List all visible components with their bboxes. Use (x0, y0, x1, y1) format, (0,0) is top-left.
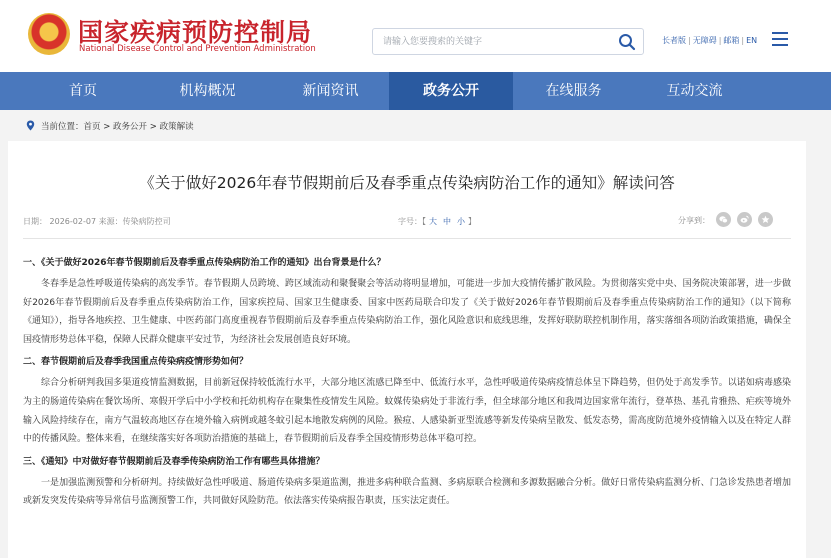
wechat-share-icon[interactable] (716, 212, 731, 227)
nav-item-about[interactable]: 机构概况 (179, 83, 236, 99)
nav-item-home[interactable]: 首页 (69, 83, 97, 99)
hamburger-menu-icon[interactable] (772, 32, 788, 46)
utility-links: 长者版 | 无障碍 | 邮箱 | EN (662, 36, 758, 45)
search-box (372, 28, 644, 55)
nav-item-online-services[interactable]: 在线服务 (545, 83, 602, 99)
search-icon[interactable] (617, 32, 637, 52)
national-emblem-logo[interactable] (28, 13, 70, 55)
font-size-large[interactable]: 大 (429, 217, 437, 226)
article-body (23, 254, 791, 515)
section-paragraph-3: 一是加强监测预警和分析研判。持续做好急性呼吸道、肠道传染病多渠道监测，推进多病种联合监测、多病原联合检测和多源数据融合分析。做好日常传染病监测分析、门急诊发热患者增加或新发突发传染病等异常信号监测预警工作，共同做好风险防范。依法落实传染病报告职责，压实法定责任。 (23, 477, 791, 507)
mailbox-link[interactable]: 邮箱 (723, 36, 740, 45)
english-link[interactable]: EN (746, 36, 758, 45)
weibo-share-icon[interactable] (737, 212, 752, 227)
site-name-en: National Disease Control and Prevention Administration (79, 44, 316, 54)
section-heading-1: 一、《关于做好2026年春节假期前后及春季重点传染病防治工作的通知》出台背景是什么？ (23, 258, 386, 268)
accessibility-link[interactable]: 无障碍 (692, 36, 717, 45)
share-bar (678, 212, 773, 227)
share-label: 分享到： (678, 216, 710, 225)
font-size-small[interactable]: 小 (457, 217, 465, 226)
breadcrumb-path[interactable]: 首页 > 政务公开 > 政策解读 (83, 122, 194, 132)
main-nav (0, 72, 831, 110)
font-size-end: 】 (468, 217, 476, 226)
search-input[interactable] (383, 29, 603, 54)
elder-mode-link[interactable]: 长者版 (662, 36, 686, 45)
section-paragraph-2: 综合分析研判我国多渠道疫情监测数据，目前新冠保持较低流行水平，大部分地区流感已降至中、低流行水平，急性呼吸道传染病疫情总体呈下降趋势，但仍处于高发季节。以诺如病毒感染为主的肠道传染病在餐饮场所、寒假开学后中小学校和托幼机构存在聚集性疫情发生风险。蚊媒传染病处于非流行季，但全球部分地区和我周边国家常年流行，登革热、基孔肯雅热、疟疾等境外输入风险持续存在，南方气温较高地区存在境外输入病例或越冬蚊引起本地散发病例的风险。猴痘、人感染新亚型流感等新发传染病呈散发、低发态势，需高度防范境外疫情输入以及在特定人群中的传播风险。整体来看，在继续落实好各项防治措施的基础上，春节假期前后及春季全国疫情形势总体平稳可控。 (23, 378, 791, 445)
section-paragraph-1: 冬春季是急性呼吸道传染病的高发季节。春节假期人员跨境、跨区域流动和聚餐聚会等活动将明显增加，可能进一步加大疫情传播扩散风险。为贯彻落实党中央、国务院决策部署，进一步做好2026年春节假期前后及春季重点传染病防治工作，国家疾控局、国家卫生健康委、国家中医药局联合印发了《关于做好2026年春节假期前后及春季重点传染病防治工作的通知》（以下简称《通知》），指导各地疾控、卫生健康、中医药部门高度重视春节假期前后及春季重点传染病防治工作，强化风险意识和底线思维，发挥好联防联控机制作用，落实落细各项防治政策措施，确保全国疫情形势总体平稳，保障人民群众健康平安过节，为经济社会发展创造良好环境。 (23, 279, 791, 345)
location-pin-icon (26, 120, 35, 131)
breadcrumb (26, 120, 194, 132)
nav-item-gov-affairs[interactable]: 政务公开 (389, 72, 513, 110)
meta-divider (23, 238, 791, 239)
nav-item-interaction[interactable]: 互动交流 (666, 83, 723, 99)
article-meta: 日期： 2026-02-07 来源：传染病防控司 (23, 217, 171, 226)
article-panel (8, 141, 806, 558)
nav-item-news[interactable]: 新闻资讯 (302, 83, 359, 99)
font-size-medium[interactable]: 中 (443, 217, 451, 226)
breadcrumb-label: 当前位置： (41, 122, 84, 132)
site-header (0, 0, 831, 72)
article-title: 《关于做好2026年春节假期前后及春季重点传染病防治工作的通知》解读问答 (139, 174, 675, 192)
site-name-cn[interactable]: 国家疾病预防控制局 (78, 18, 313, 47)
font-size-selector (398, 216, 476, 227)
section-heading-2: 二、春节假期前后及春季我国重点传染病疫情形势如何？ (23, 357, 249, 368)
section-heading-3: 三、《通知》中对做好春节假期前后及春季传染病防治工作有哪些具体措施？ (23, 456, 325, 467)
font-size-label: 字号：【 (398, 217, 426, 226)
qzone-share-icon[interactable] (758, 212, 773, 227)
